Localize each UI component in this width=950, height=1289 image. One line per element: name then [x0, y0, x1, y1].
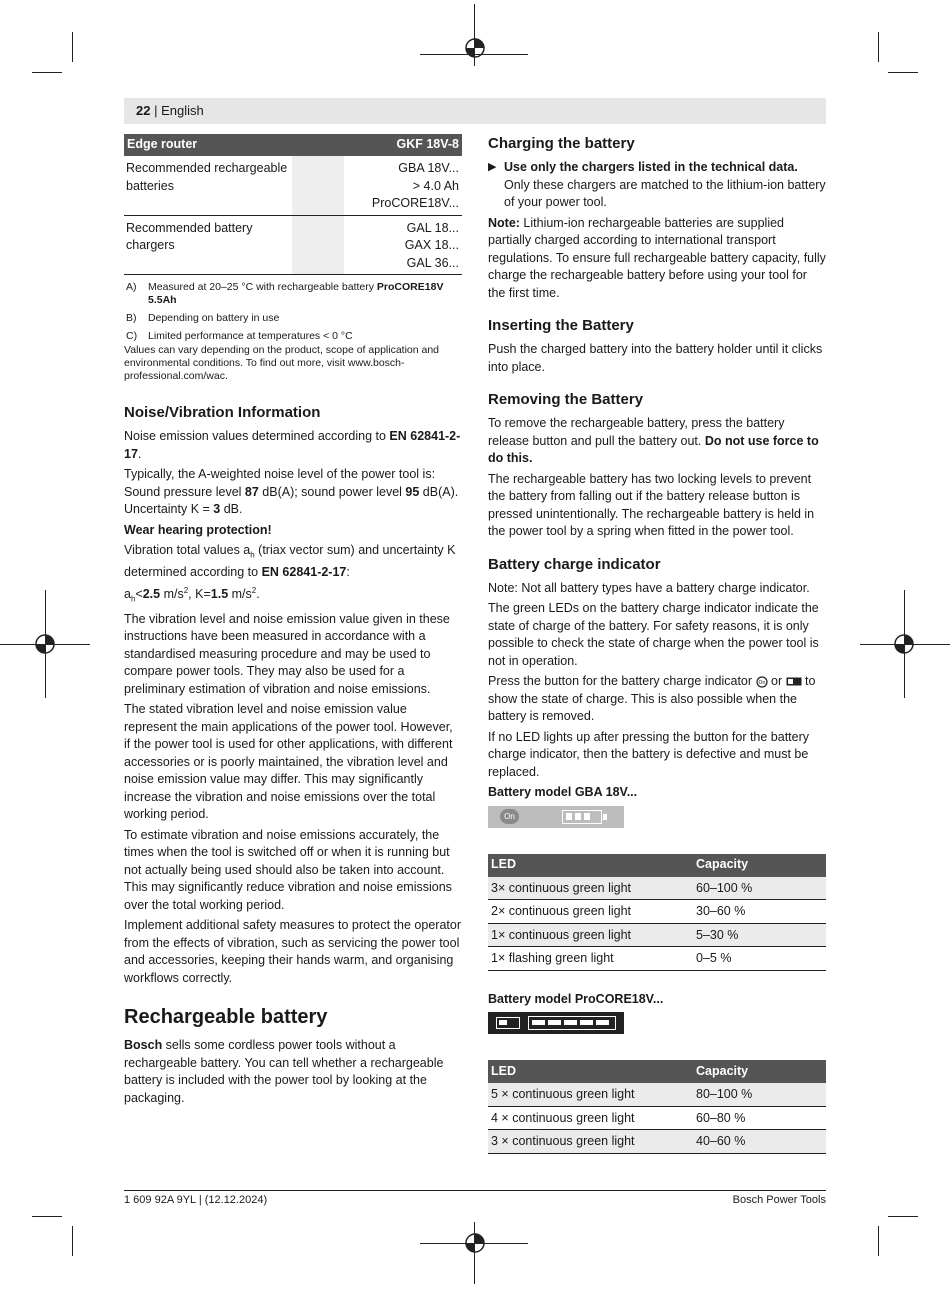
spec-table-model: GKF 18V-8: [396, 137, 459, 152]
spec-row-label: Recommended rechargeable batteries: [126, 161, 288, 193]
crop-mark: [72, 32, 73, 62]
spec-row: [124, 216, 462, 276]
section-heading-removing: Removing the Battery: [488, 391, 644, 408]
led-cell: 3 × continuous green light: [488, 1130, 693, 1154]
spec-value: ProCORE18V...: [371, 196, 459, 210]
column-header-led: LED: [488, 1060, 693, 1083]
svg-text:On: On: [757, 679, 766, 686]
crop-mark: [32, 72, 62, 73]
crop-mark: [72, 1226, 73, 1256]
column-header-led: LED: [488, 854, 693, 877]
page-header: [136, 102, 204, 120]
footnote: [124, 330, 462, 343]
column-header-capacity: Capacity: [693, 854, 826, 877]
spec-row: [124, 156, 462, 216]
crop-mark: [888, 1216, 918, 1217]
paragraph: Implement additional safety measures to protect the operator from the effects of vibration, such as servicing the power tool and accessories, keeping their hands warm, and organising workflows correctly.: [124, 918, 461, 985]
paragraph: Note: Not all battery types have a battery charge indicator.: [488, 580, 810, 595]
paragraph: Vibration total values $a_h$ (triax vector sum) and uncertainty K determined according to EN 62841-2-17: $a_h<2.5$ $m/s^2$, K=1.5 $m/s^2$.: [124, 543, 456, 604]
capacity-cell: 80–100 %: [693, 1083, 826, 1106]
bullet-triangle-icon: ▶: [488, 161, 497, 173]
registration-mark-icon: [462, 1230, 488, 1256]
led-cell: 4 × continuous green light: [488, 1106, 693, 1130]
spec-value: GAL 36...: [406, 255, 459, 270]
header-separator: |: [154, 103, 158, 118]
spec-row-spacer: [292, 216, 344, 275]
values-note: Values can vary depending on the product, scope of application and environmental conditions. To find out more, visit www.bosch-professional.com/wac.: [124, 344, 440, 382]
table-row: [488, 900, 826, 924]
battery-level-icon: [528, 1016, 616, 1030]
section-heading-charging: Charging the battery: [488, 135, 635, 152]
registration-mark-icon: [462, 35, 488, 61]
procore-capacity-table: [488, 1060, 826, 1154]
spec-value: GAX 18...: [404, 238, 459, 252]
battery-button-icon: [496, 1017, 520, 1029]
spec-value: GAL 18...: [406, 220, 459, 235]
paragraph: The vibration level and noise emission value given in these instructions have been measured in accordance with a standardised measuring procedure and may be used to compare power tools. They may also be used for a preliminary estimation of vibration and noise emissions.: [124, 611, 450, 696]
on-button-icon: [756, 676, 768, 688]
spec-row-values: [344, 216, 462, 275]
led-cell: 5 × continuous green light: [488, 1083, 693, 1106]
paragraph: The stated vibration level and noise emission value represent the main applications of the power tool. However, if the power tool is used for other applications, with different accessories or is poorly maintained, the vibration level and noise emission value may differ. This may significantly increase the vibration and noise emissions over the total working period.: [124, 702, 453, 822]
footer-rule: [124, 1190, 826, 1191]
led-cell: 1× flashing green light: [488, 947, 693, 971]
page-number: 22: [136, 103, 151, 118]
table-header-row: [488, 1060, 826, 1083]
led-cell: 2× continuous green light: [488, 900, 693, 924]
table-row: [488, 923, 826, 947]
spec-row-values: [344, 156, 462, 215]
crop-mark: [878, 32, 879, 62]
spec-row-spacer: [292, 156, 344, 215]
footnote-key: B): [126, 312, 137, 324]
paragraph: To remove the rechargeable battery, press the battery release button and pull the battery out. Do not use force to do this.: [488, 416, 819, 465]
capacity-cell: 5–30 %: [693, 923, 826, 947]
gba-capacity-table: [488, 854, 826, 971]
spec-value: > 4.0 Ah: [412, 178, 459, 193]
table-row: [488, 877, 826, 900]
battery-nub: [603, 814, 607, 820]
column-header-capacity: Capacity: [693, 1060, 826, 1083]
paragraph: Bosch sells some cordless power tools without a rechargeable battery. You can tell whether a rechargeable battery is included with the power tool by looking at the packaging.: [124, 1038, 444, 1105]
right-column: [488, 134, 826, 1154]
paragraph: The rechargeable battery has two locking levels to prevent the battery from falling out if the battery release button is pressed unintentionally. The rechargeable battery is held in the power tool by a spring when fitted in the power tool.: [488, 471, 815, 538]
footer-doc-id: 1 609 92A 9YL | (12.12.2024): [124, 1194, 268, 1206]
capacity-cell: 40–60 %: [693, 1130, 826, 1154]
capacity-cell: 0–5 %: [693, 947, 826, 971]
section-heading-noise: Noise/Vibration Information: [124, 404, 321, 421]
left-column: [124, 134, 462, 1110]
led-cell: 1× continuous green light: [488, 923, 693, 947]
gba-heading: Battery model GBA 18V...: [488, 785, 638, 799]
procore-heading: Battery model ProCORE18V...: [488, 991, 664, 1006]
footnote-key: A): [126, 281, 137, 293]
paragraph: The green LEDs on the battery charge indicator indicate the state of charge of the battery. For safety reasons, it is only possible to check the state of charge when the power tool is not in operation.: [488, 601, 819, 668]
paragraph: Noise emission values determined according to EN 62841-2-17.: [124, 429, 461, 461]
registration-mark-icon: [32, 631, 58, 657]
paragraph: Push the charged battery into the battery holder until it clicks into place.: [488, 342, 823, 374]
footnotes: [124, 281, 462, 383]
table-row: [488, 1106, 826, 1130]
footer-brand: Bosch Power Tools: [732, 1194, 826, 1206]
crop-mark: [32, 1216, 62, 1217]
warning-text: Wear hearing protection!: [124, 522, 272, 537]
table-row: [488, 1130, 826, 1154]
table-row: [488, 947, 826, 971]
footnote-text: Limited performance at temperatures < 0 °C: [148, 330, 353, 342]
bullet-item: [488, 159, 826, 212]
footnote-key: C): [126, 330, 138, 342]
section-heading-inserting: Inserting the Battery: [488, 317, 634, 334]
crop-mark: [888, 72, 918, 73]
capacity-cell: 30–60 %: [693, 900, 826, 924]
battery-button-icon: [786, 677, 802, 686]
spec-value: GBA 18V...: [398, 161, 459, 175]
registration-mark-icon: [891, 631, 917, 657]
section-heading-indicator: Battery charge indicator: [488, 555, 661, 573]
table-row: [488, 1083, 826, 1106]
footnote: [124, 312, 462, 325]
note-paragraph: Note: Lithium-ion rechargeable batteries are supplied partially charged according to international transport regulations. To ensure full rechargeable battery capacity, fully charge the rechargeable battery before using your tool for the first time.: [488, 215, 826, 300]
spec-row-label: Recommended battery chargers: [126, 220, 253, 252]
footnote-text: Measured at 20–25 °C with rechargeable battery ProCORE18V 5.5Ah: [148, 281, 444, 306]
paragraph: Typically, the A-weighted noise level of the power tool is: Sound pressure level 87 dB(A); sound power level 95 dB(A). Uncertainty K = 3 dB.: [124, 467, 459, 516]
gba-indicator-graphic: [488, 806, 624, 828]
capacity-cell: 60–100 %: [693, 877, 826, 900]
capacity-cell: 60–80 %: [693, 1106, 826, 1130]
procore-indicator-graphic: [488, 1012, 624, 1034]
paragraph: To estimate vibration and noise emissions accurately, the times when the tool is switched off or when it is running but not actually being used should also be taken into account. This may significantly reduce vibration and noise emissions over the total working period.: [124, 827, 452, 912]
section-heading-rechargeable: Rechargeable battery: [124, 1006, 328, 1029]
paragraph: Press the button for the battery charge indicator On or to show the state of charge. This is also possible when the battery is removed.: [488, 674, 816, 723]
footnote-text: Depending on battery in use: [148, 312, 280, 324]
on-button: On: [500, 809, 519, 824]
footnote: [124, 281, 462, 307]
paragraph: If no LED lights up after pressing the button for the battery charge indicator, then the battery is defective and must be replaced.: [488, 729, 810, 779]
spec-table-title: Edge router: [127, 137, 198, 152]
header-language: English: [161, 103, 204, 118]
crop-mark: [878, 1226, 879, 1256]
header-band: [124, 98, 826, 124]
bullet-text: Use only the chargers listed in the technical data. Only these chargers are matched to the lithium-ion battery of your power tool.: [504, 160, 826, 209]
battery-level-icon: [562, 810, 602, 824]
spec-table-header: [124, 134, 462, 156]
led-cell: 3× continuous green light: [488, 877, 693, 900]
table-header-row: [488, 854, 826, 877]
